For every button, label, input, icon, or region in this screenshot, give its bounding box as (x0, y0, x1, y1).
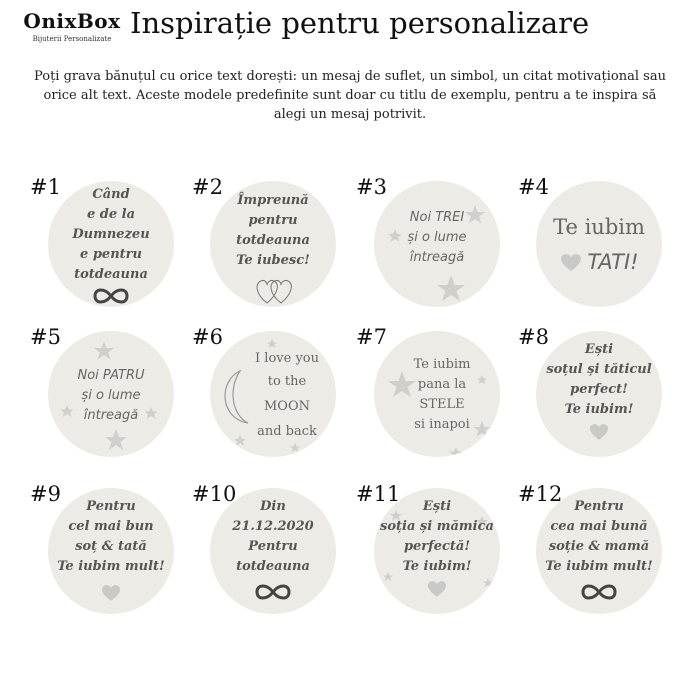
engraved-coin (536, 181, 662, 307)
engraving-line: Noi TREI (409, 210, 465, 225)
design-number: #12 (518, 482, 563, 506)
engraved-coin (210, 331, 336, 457)
engraving-line: și o lume (81, 388, 141, 403)
infinity-icon (91, 287, 131, 305)
design-number: #10 (192, 482, 237, 506)
heart-icon (426, 579, 448, 598)
engraved-coin (210, 181, 336, 307)
engraving-line: soțul și tăticul (546, 361, 652, 377)
engraving-line: Te iubim mult! (57, 558, 165, 574)
engraving-line: Te iubim! (564, 401, 634, 417)
engraving-line: perfectă! (403, 538, 471, 554)
engraving-line: Ești (584, 341, 614, 357)
engraving-line: întreagă (83, 408, 139, 423)
engraved-coin (48, 331, 174, 457)
engraving-line: întreagă (409, 250, 465, 265)
engraving-line: Împreună (237, 193, 309, 208)
engraving-line: Te iubim mult! (545, 559, 653, 574)
engraving-line: soție & mamă (548, 539, 650, 554)
engraving-line: și o lume (407, 230, 467, 245)
stars-icon (374, 181, 500, 307)
design-card-2 (192, 175, 352, 325)
engraving-line: and back (257, 423, 317, 439)
engraved-coin (210, 488, 336, 614)
engraving-line: 21.12.2020 (232, 519, 314, 534)
engraving-line: Ești (422, 498, 452, 514)
engraving-line: cel mai bun (68, 518, 154, 534)
engraving-line: Pentru (86, 498, 136, 514)
design-number: #3 (356, 175, 387, 199)
brand-name: OnixBox (23, 9, 121, 33)
engraving-line: totdeauna (74, 267, 148, 282)
engraving-line: Te iubim (413, 357, 471, 372)
engraving-line: e pentru (80, 247, 142, 262)
engraved-coin (536, 331, 662, 457)
design-card-8 (518, 325, 678, 475)
design-card-1 (30, 175, 190, 325)
design-number: #6 (192, 325, 223, 349)
intro-text: Poți grava bănuțul cu orice text dorești: un mesaj de suflet, un simbol, un citat motivațional sau orice alt text. Aceste modele predefinite sunt doar cu titlu de exemplu, pentru a te inspira să alegi un mesaj potrivit. (34, 69, 666, 122)
two-hearts-icon (253, 273, 297, 307)
design-number: #11 (356, 482, 401, 506)
engraving-line: totdeauna (236, 233, 310, 248)
heart-icon (100, 583, 122, 602)
engraving-line: MOON (263, 398, 310, 414)
engraving-line: Te iubim (553, 215, 645, 239)
engraving-line: cea mai bună (550, 519, 648, 534)
engraved-coin (48, 181, 174, 307)
design-number: #7 (356, 325, 387, 349)
engraving-line: STELE (419, 397, 465, 412)
design-number: #8 (518, 325, 549, 349)
design-card-6 (192, 325, 352, 475)
design-number: #5 (30, 325, 61, 349)
engraving-line: I love you (255, 350, 319, 366)
stars-icon (48, 331, 174, 457)
heart-icon (559, 252, 583, 272)
design-card-7 (356, 325, 516, 475)
heart-icon (588, 422, 610, 441)
engraving-row (559, 248, 638, 276)
design-card-9 (30, 482, 190, 632)
engraving-line: pentru (248, 213, 298, 228)
brand-logo (16, 10, 128, 43)
engraving-line: pana la (417, 377, 467, 392)
engraving-line: perfect! (570, 381, 628, 397)
engraving-line: Te iubesc! (236, 253, 310, 268)
design-number: #4 (518, 175, 549, 199)
engraved-coin (536, 488, 662, 614)
design-card-10 (192, 482, 352, 632)
design-number: #2 (192, 175, 223, 199)
engraved-coin (374, 488, 500, 614)
engraved-coin (48, 488, 174, 614)
engraving-line: Pentru (574, 499, 624, 514)
engraving-line: Dumnezeu (72, 227, 150, 242)
page-title: Inspirație pentru personalizare (130, 6, 590, 40)
design-number: #9 (30, 482, 61, 506)
engraving-line: Pentru (248, 539, 298, 554)
engraving-line: to the (267, 373, 307, 389)
design-card-4 (518, 175, 678, 325)
engraving-line: Te iubim! (402, 558, 472, 574)
engraving-line: soția și mămica (380, 518, 494, 534)
engraving-line: Când (92, 187, 130, 202)
brand-tagline: Bijuterii Personalizate (32, 35, 112, 43)
infinity-icon (579, 583, 619, 601)
engraving-line: soț & tată (75, 538, 147, 554)
engraving-line: e de la (86, 207, 136, 222)
engraved-coin (374, 331, 500, 457)
engraving-line: Noi PATRU (77, 368, 145, 383)
design-card-3 (356, 175, 516, 325)
engraving-line: totdeauna (236, 559, 310, 574)
design-card-12 (518, 482, 678, 632)
design-number: #1 (30, 175, 61, 199)
engraving-line: TATI! (587, 250, 639, 274)
engraved-coin (374, 181, 500, 307)
design-card-11 (356, 482, 516, 632)
engraving-line: si inapoi (414, 417, 470, 432)
design-card-5 (30, 325, 190, 475)
infinity-icon (253, 583, 293, 601)
engraving-line: Din (260, 499, 286, 514)
